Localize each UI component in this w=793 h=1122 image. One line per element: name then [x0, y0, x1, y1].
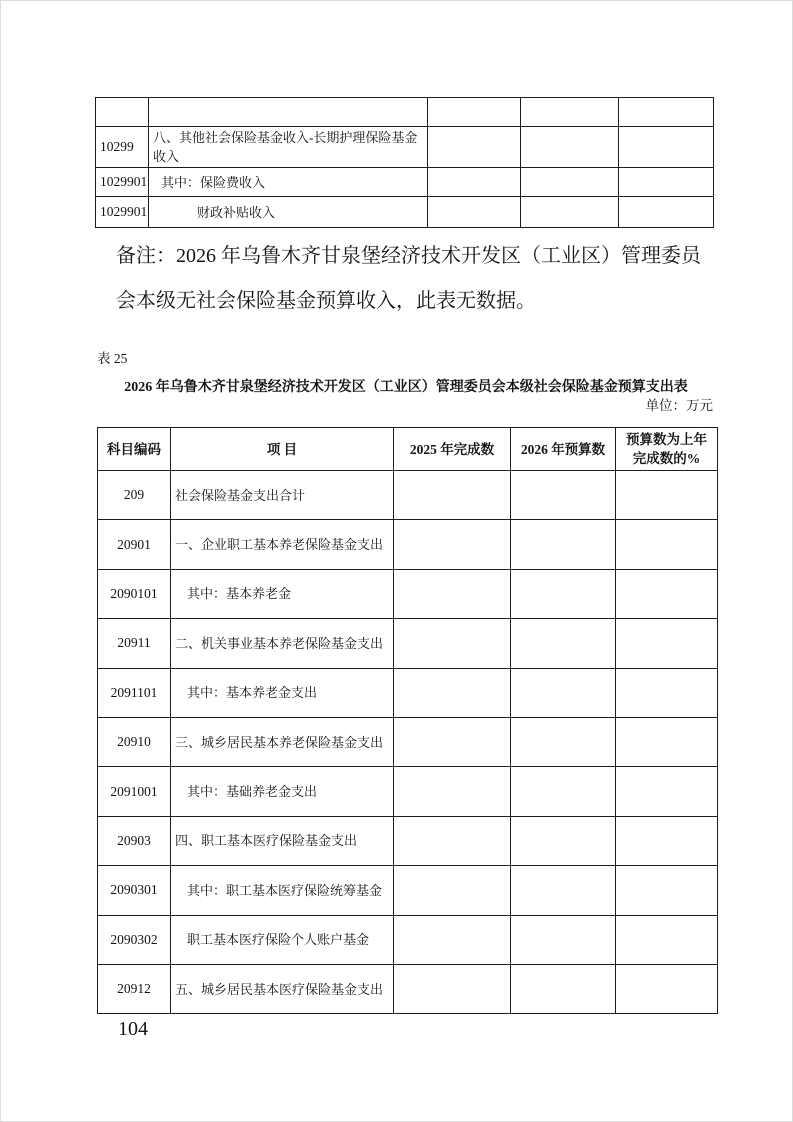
value-cell-empty: [521, 98, 619, 127]
table-row: [96, 168, 714, 197]
table-row: [98, 520, 718, 569]
value-cell-empty: [521, 197, 619, 228]
code-cell: 1029901: [96, 168, 149, 197]
value-cell-empty: [394, 520, 511, 569]
item-cell: [149, 98, 428, 127]
table-row: [98, 816, 718, 865]
value-cell-empty: [616, 471, 718, 520]
value-cell-empty: [616, 619, 718, 668]
value-cell-empty: [616, 767, 718, 816]
code-cell: 20910: [98, 717, 171, 766]
item-cell: 财政补贴收入: [149, 197, 428, 228]
item-cell: 四、职工基本医疗保险基金支出: [171, 816, 394, 865]
income-table-body: [96, 98, 714, 228]
value-cell-empty: [616, 964, 718, 1013]
table-row: [98, 619, 718, 668]
value-cell-empty: [394, 964, 511, 1013]
value-cell-empty: [511, 866, 616, 915]
code-cell: 1029901: [96, 197, 149, 228]
column-header: 2026 年预算数: [511, 428, 616, 471]
code-cell: 20911: [98, 619, 171, 668]
value-cell-empty: [619, 197, 714, 228]
expense-table-body: [98, 471, 718, 1014]
code-cell: 20912: [98, 964, 171, 1013]
code-cell: 20901: [98, 520, 171, 569]
value-cell-empty: [394, 668, 511, 717]
item-cell: 三、城乡居民基本养老保险基金支出: [171, 717, 394, 766]
item-cell: 一、企业职工基本养老保险基金支出: [171, 520, 394, 569]
item-cell: 其中：基本养老金支出: [171, 668, 394, 717]
value-cell-empty: [394, 717, 511, 766]
table-row: [98, 569, 718, 618]
value-cell-empty: [511, 471, 616, 520]
income-table: [95, 97, 714, 228]
value-cell-empty: [394, 767, 511, 816]
code-cell: [96, 98, 149, 127]
value-cell-empty: [511, 915, 616, 964]
value-cell-empty: [511, 767, 616, 816]
note-line-2: 会本级无社会保险基金预算收入，此表无数据。: [116, 290, 536, 312]
value-cell-empty: [511, 816, 616, 865]
table-row: [96, 98, 714, 127]
value-cell-empty: [511, 569, 616, 618]
code-cell: 10299: [96, 127, 149, 168]
column-header: 科目编码: [98, 428, 171, 471]
value-cell-empty: [619, 168, 714, 197]
item-cell: 二、机关事业基本养老保险基金支出: [171, 619, 394, 668]
table-row: [96, 197, 714, 228]
value-cell-empty: [616, 915, 718, 964]
table-row: [98, 668, 718, 717]
table-row: [98, 767, 718, 816]
code-cell: 209: [98, 471, 171, 520]
table-row: [98, 915, 718, 964]
table-row: [98, 471, 718, 520]
value-cell-empty: [616, 520, 718, 569]
value-cell-empty: [521, 127, 619, 168]
unit-label: 单位：万元: [645, 398, 713, 413]
value-cell-empty: [616, 816, 718, 865]
item-cell: 社会保险基金支出合计: [171, 471, 394, 520]
value-cell-empty: [511, 520, 616, 569]
value-cell-empty: [394, 915, 511, 964]
value-cell-empty: [616, 569, 718, 618]
item-cell: 其中：基础养老金支出: [171, 767, 394, 816]
value-cell-empty: [511, 717, 616, 766]
item-cell: 五、城乡居民基本医疗保险基金支出: [171, 964, 394, 1013]
item-cell: 其中：职工基本医疗保险统筹基金: [171, 866, 394, 915]
column-header: 2025 年完成数: [394, 428, 511, 471]
value-cell-empty: [394, 619, 511, 668]
value-cell-empty: [619, 127, 714, 168]
item-cell: 八、其他社会保险基金收入-长期护理保险基金收入: [149, 127, 428, 168]
value-cell-empty: [619, 98, 714, 127]
value-cell-empty: [428, 168, 521, 197]
table-row: [98, 866, 718, 915]
value-cell-empty: [428, 98, 521, 127]
code-cell: 2091101: [98, 668, 171, 717]
value-cell-empty: [511, 668, 616, 717]
table-row: [98, 717, 718, 766]
value-cell-empty: [394, 816, 511, 865]
value-cell-empty: [511, 619, 616, 668]
code-cell: 2090302: [98, 915, 171, 964]
header-row: [98, 428, 718, 471]
note-text: [116, 234, 716, 324]
value-cell-empty: [616, 717, 718, 766]
expense-table: [97, 427, 718, 1014]
column-header: 项 目: [171, 428, 394, 471]
table-title: 2026 年乌鲁木齐甘泉堡经济技术开发区（工业区）管理委员会本级社会保险基金预算支出表: [124, 380, 688, 395]
code-cell: 2090301: [98, 866, 171, 915]
item-cell: 其中：保险费收入: [149, 168, 428, 197]
item-cell: 其中：基本养老金: [171, 569, 394, 618]
value-cell-empty: [394, 569, 511, 618]
value-cell-empty: [616, 668, 718, 717]
value-cell-empty: [428, 127, 521, 168]
value-cell-empty: [428, 197, 521, 228]
column-header: 预算数为上年完成数的%: [616, 428, 718, 471]
code-cell: 2091001: [98, 767, 171, 816]
value-cell-empty: [394, 471, 511, 520]
value-cell-empty: [616, 866, 718, 915]
value-cell-empty: [511, 964, 616, 1013]
note-line-1: 备注：2026 年乌鲁木齐甘泉堡经济技术开发区（工业区）管理委员: [116, 245, 701, 267]
code-cell: 2090101: [98, 569, 171, 618]
value-cell-empty: [521, 168, 619, 197]
page-number: 104: [118, 1018, 148, 1040]
value-cell-empty: [394, 866, 511, 915]
table-label: 表 25: [97, 351, 128, 366]
table-row: [96, 127, 714, 168]
table-row: [98, 964, 718, 1013]
item-cell: 职工基本医疗保险个人账户基金: [171, 915, 394, 964]
code-cell: 20903: [98, 816, 171, 865]
